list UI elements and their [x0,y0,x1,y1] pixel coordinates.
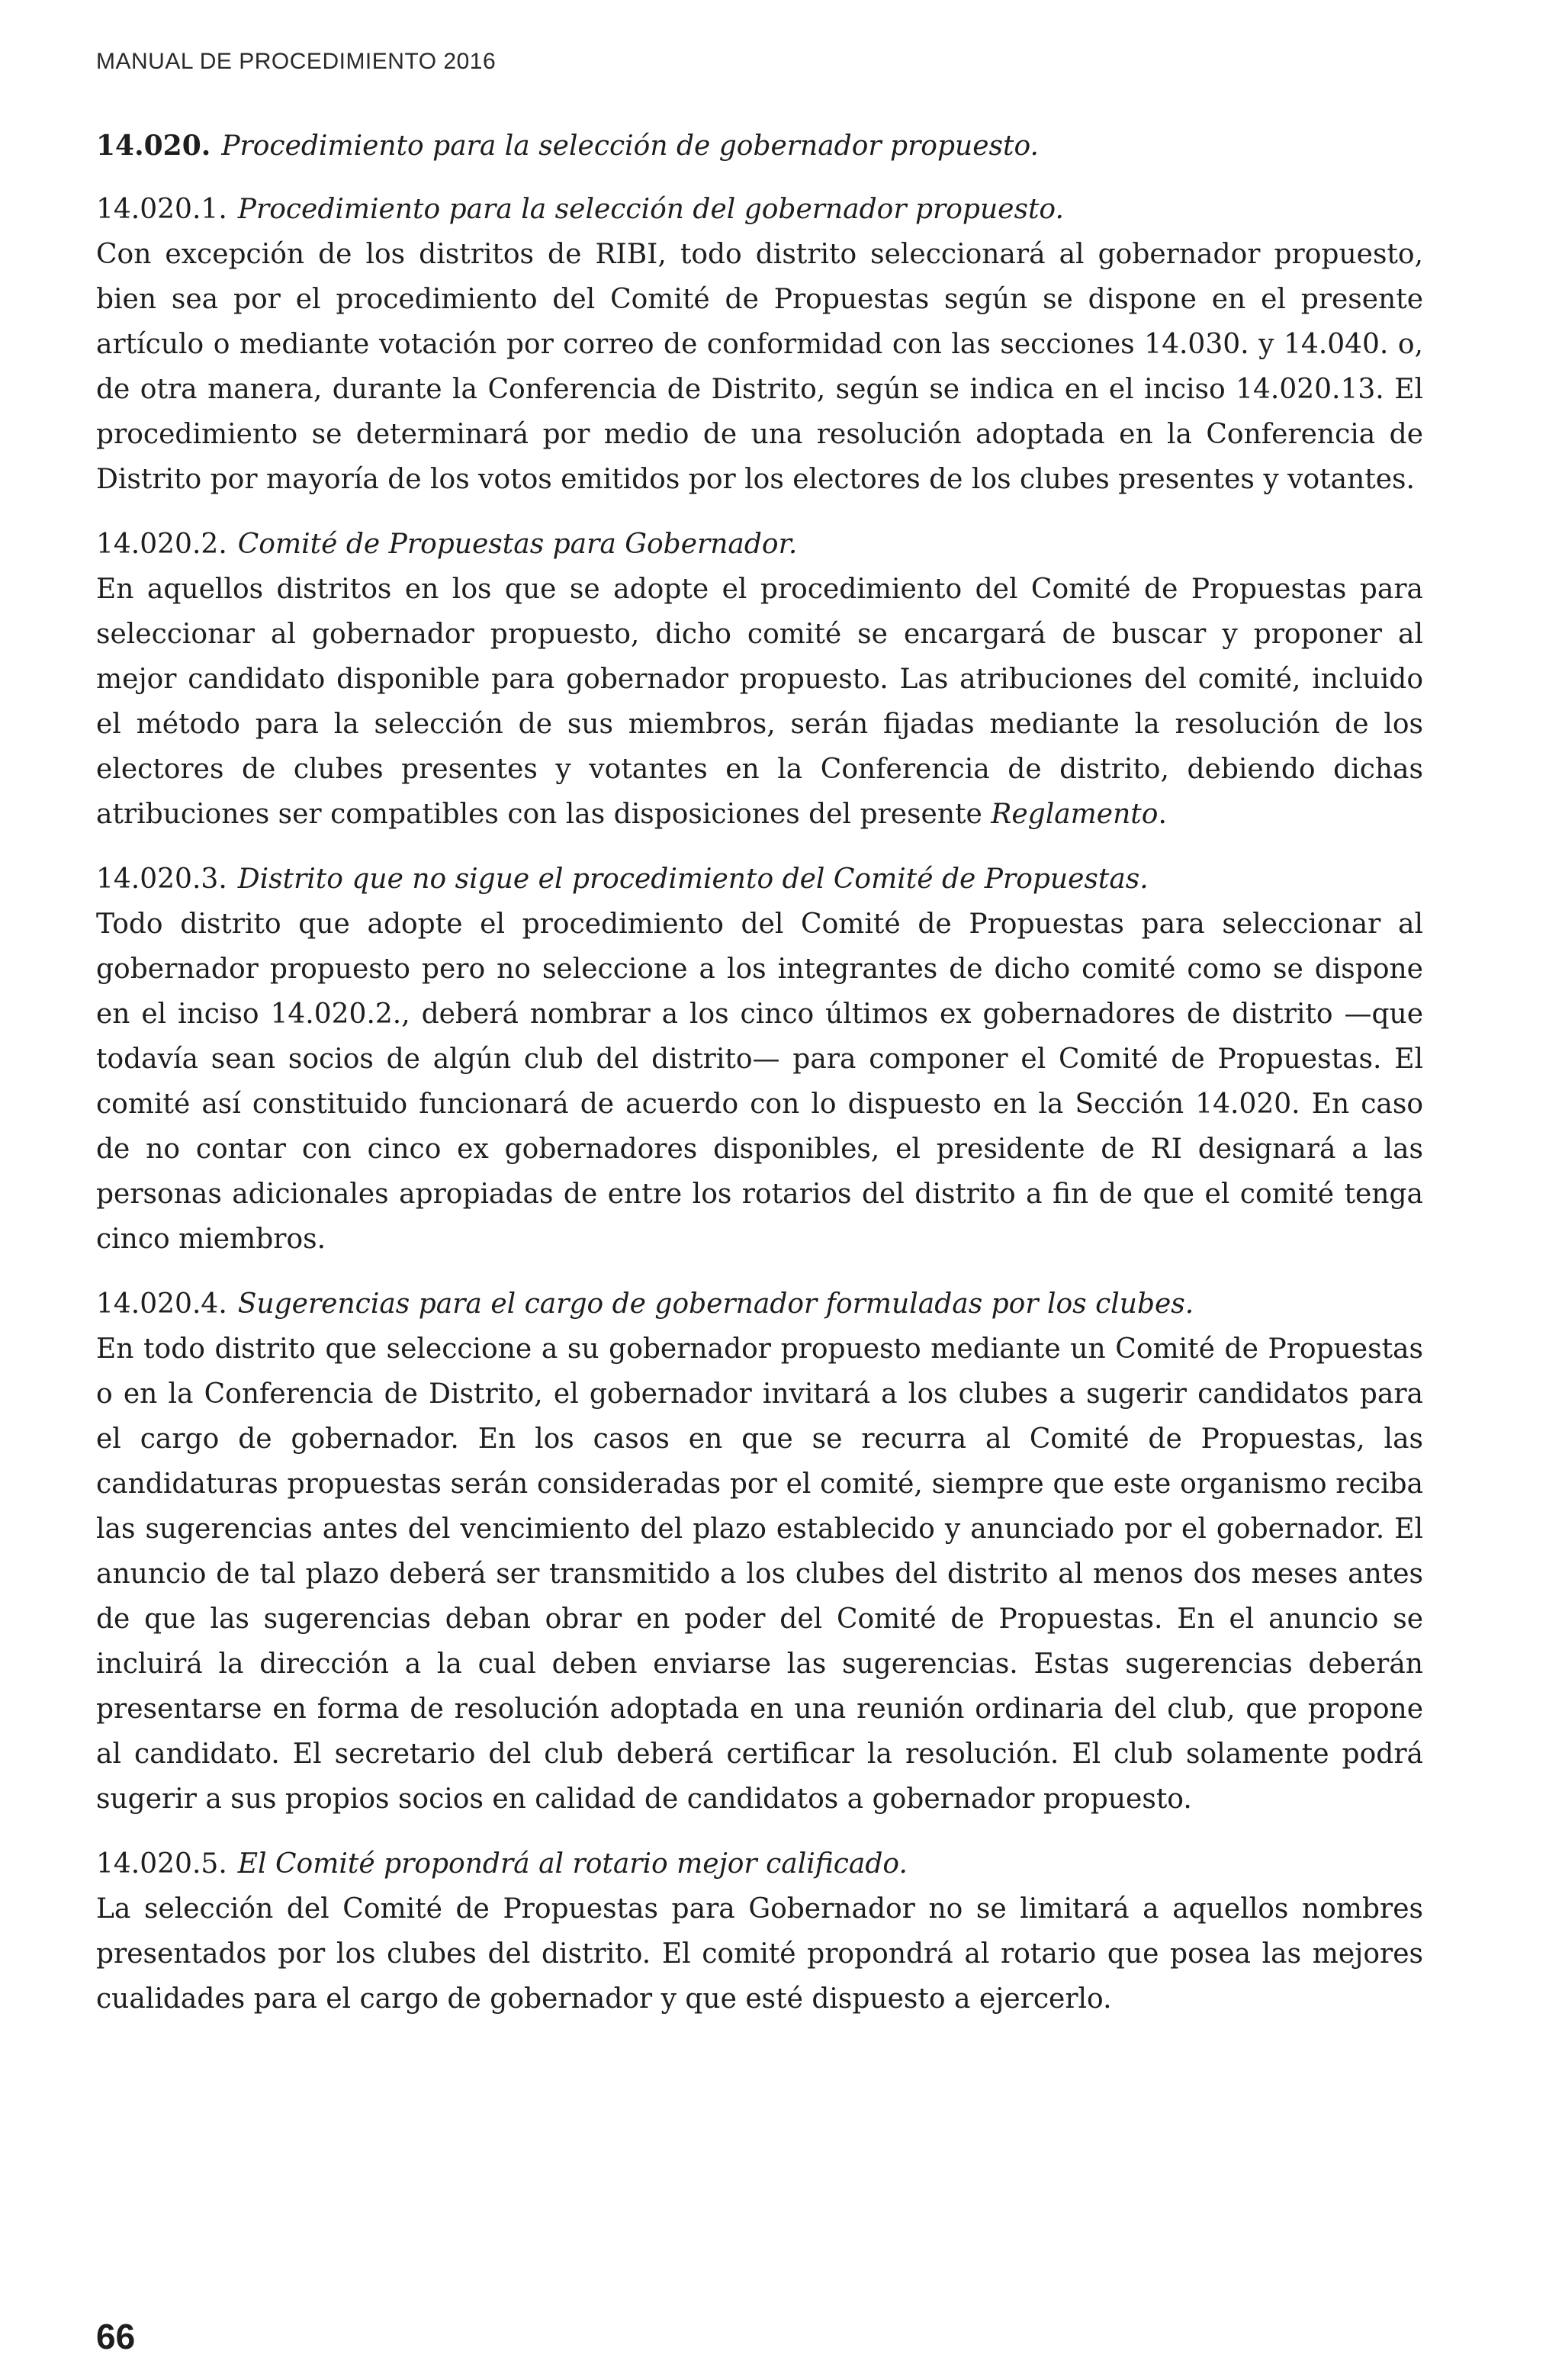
subsection-heading [96,1841,1423,1886]
reglamento-emphasis: Reglamento [991,799,1159,830]
subsection-body: La selección del Comité de Propuestas para Gobernador no se limitará a aquellos nombres presentados por los clubes del distrito. El comité propondrá al rotario que posea las mejores cualidades para el cargo de gobernador y que esté dispuesto a ejercerlo. [96,1893,1423,2015]
subsection-title: Comité de Propuestas para Gobernador. [237,529,798,560]
subsection-number: 14.020.1. [96,194,227,225]
page-number: 66 [96,2317,136,2356]
subsection-body-end: . [1158,799,1167,830]
subsection-14-020-3 [96,857,1423,1262]
page-content [96,124,1423,2041]
subsection-heading [96,857,1423,902]
subsection-number: 14.020.5. [96,1848,227,1880]
section-title: Procedimiento para la selección de gobernador propuesto. [221,130,1039,162]
subsection-14-020-4 [96,1282,1423,1822]
subsection-title: Procedimiento para la selección del gobernador propuesto. [237,194,1064,225]
subsection-title: Sugerencias para el cargo de gobernador formuladas por los clubes. [237,1288,1194,1320]
section-heading [96,124,1423,169]
subsection-number: 14.020.3. [96,864,227,895]
subsection-heading [96,522,1423,567]
subsection-heading [96,187,1423,232]
subsection-body: Todo distrito que adopte el procedimiento del Comité de Propuestas para seleccionar al gobernador propuesto pero no seleccione a los integrantes de dicho comité como se dispone en el inciso 14.020.2., deberá nombrar a los cinco últimos ex gobernadores de distrito —que todavía sean socios de algún club del distrito— para componer el Comité de Propuestas. El comité así constituido funcionará de acuerdo con lo dispuesto en la Sección 14.020. En caso de no contar con cinco ex gobernadores disponibles, el presidente de RI designará a las personas adicionales apropiadas de entre los rotarios del distrito a fin de que el comité tenga cinco miembros. [96,909,1423,1255]
subsection-14-020-2 [96,522,1423,837]
subsection-body: Con excepción de los distritos de RIBI, todo distrito seleccionará al gobernador propuesto, bien sea por el procedimiento del Comité de Propuestas según se dispone en el presente artículo o mediante votación por correo de conformidad con las secciones 14.030. y 14.040. o, de otra manera, durante la Conferencia de Distrito, según se indica en el inciso 14.020.13. El procedimiento se determinará por medio de una resolución adoptada en la Conferencia de Distrito por mayoría de los votos emitidos por los electores de los clubes presentes y votantes. [96,239,1423,495]
subsection-14-020-1 [96,187,1423,502]
subsection-title: Distrito que no sigue el procedimiento del Comité de Propuestas. [237,864,1149,895]
subsection-body [96,567,1423,837]
subsection-body-text: En aquellos distritos en los que se adopte el procedimiento del Comité de Propuestas para seleccionar al gobernador propuesto, dicho comité se encargará de buscar y proponer al mejor candidato disponible para gobernador propuesto. Las atribuciones del comité, incluido el método para la selección de sus miembros, serán fijadas mediante la resolución de los electores de clubes presentes y votantes en la Conferencia de distrito, debiendo dichas atribuciones ser compatibles con las disposiciones del presente [96,574,1423,830]
subsection-14-020-5 [96,1841,1423,2021]
section-number: 14.020. [96,130,211,162]
running-head: MANUAL DE PROCEDIMIENTO 2016 [96,49,497,74]
subsection-heading [96,1282,1423,1327]
subsection-title: El Comité propondrá al rotario mejor calificado. [237,1848,908,1880]
subsection-number: 14.020.2. [96,529,227,560]
subsection-body: En todo distrito que seleccione a su gobernador propuesto mediante un Comité de Propuestas o en la Conferencia de Distrito, el gobernador invitará a los clubes a sugerir candidatos para el cargo de gobernador. En los casos en que se recurra al Comité de Propuestas, las candidaturas propuestas serán consideradas por el comité, siempre que este organismo reciba las sugerencias antes del vencimiento del plazo establecido y anunciado por el gobernador. El anuncio de tal plazo deberá ser transmitido a los clubes del distrito al menos dos meses antes de que las sugerencias deban obrar en poder del Comité de Propuestas. En el anuncio se incluirá la dirección a la cual deben enviarse las sugerencias. Estas sugerencias deberán presentarse en forma de resolución adoptada en una reunión ordinaria del club, que propone al candidato. El secretario del club deberá certificar la resolución. El club solamente podrá sugerir a sus propios socios en calidad de candidatos a gobernador propuesto. [96,1333,1423,1815]
subsection-number: 14.020.4. [96,1288,227,1320]
